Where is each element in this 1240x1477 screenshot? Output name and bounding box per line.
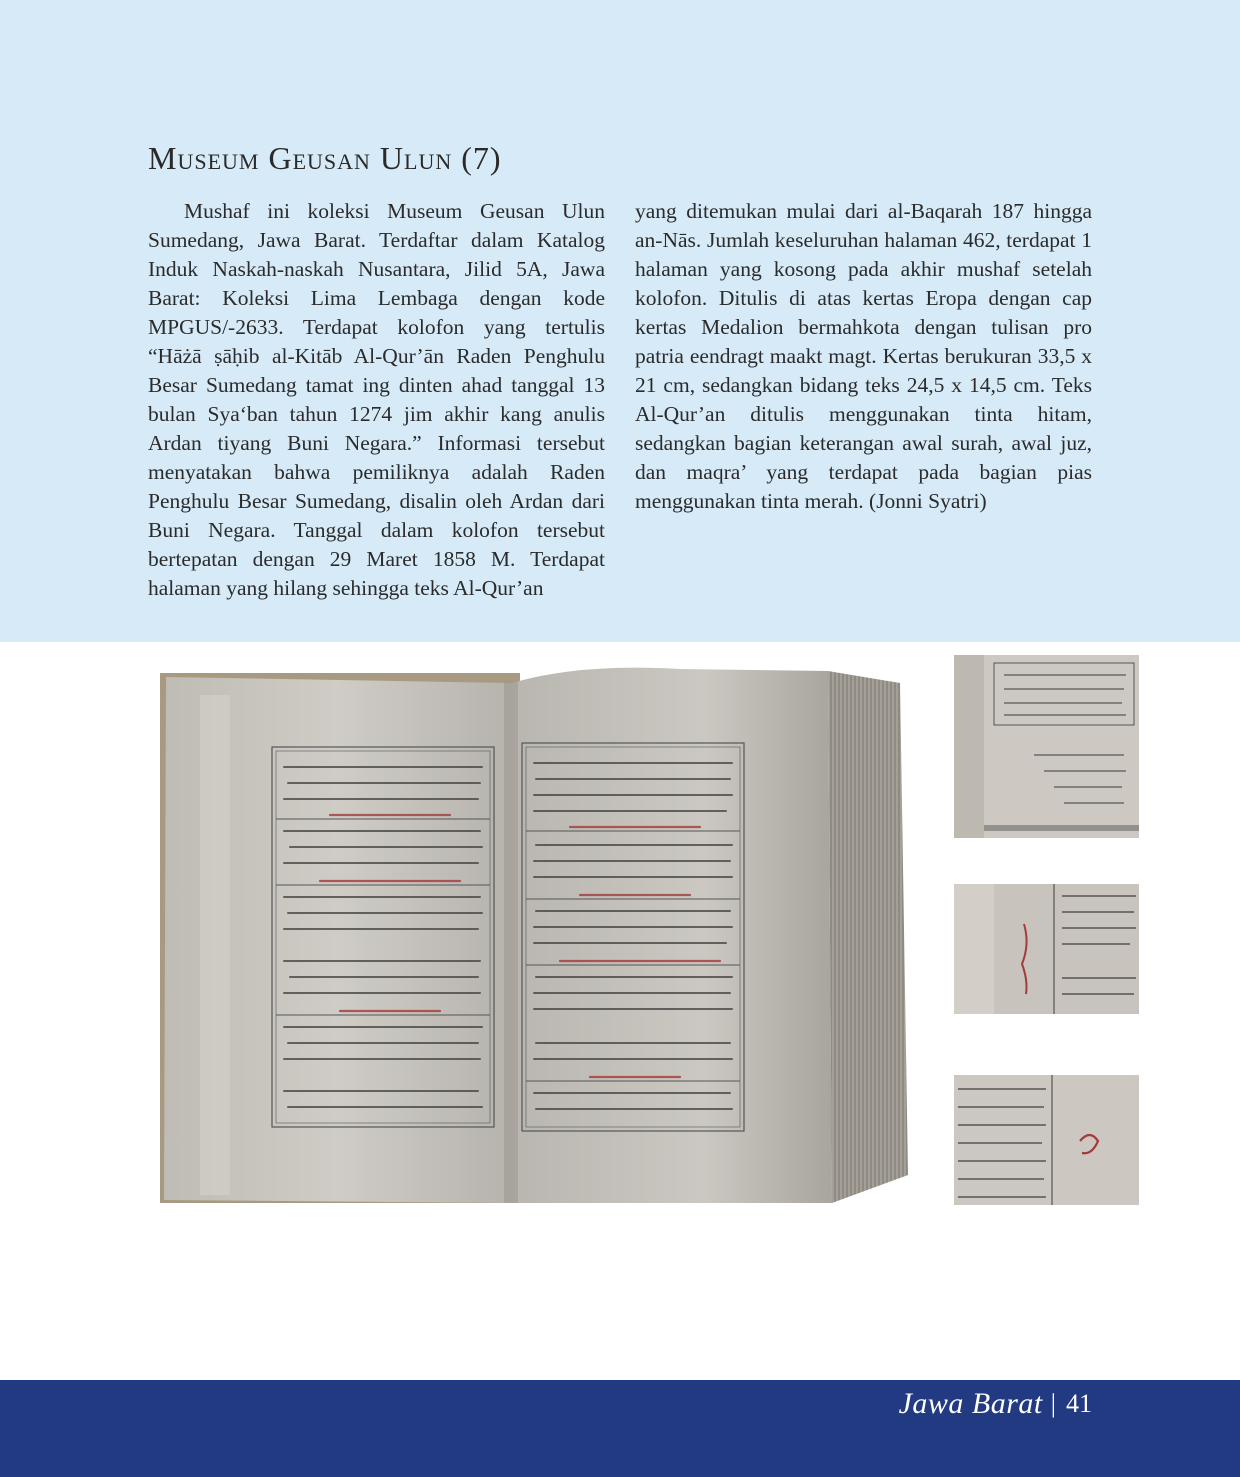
article-body	[148, 197, 1092, 603]
article-column-2: yang ditemukan mulai dari al-Baqarah 187 hingga an-Nās. Jumlah keseluruhan halaman 462, terdapat 1 halaman yang kosong pada akhir mushaf setelah kolofon. Ditulis di atas kertas Eropa dengan cap kertas Medalion bermahkota dengan tulisan pro patria eendragt maakt magt. Kertas berukuran 33,5 x 21 cm, sedangkan bidang teks 24,5 x 14,5 cm. Teks Al-Qur’an ditulis menggunakan tinta hitam, sedangkan bagian keterangan awal surah, awal juz, dan maqra’ yang terdapat pada bagian pias menggunakan tinta merah. (Jonni Syatri)	[635, 199, 1092, 513]
colophon-detail-photo	[954, 655, 1139, 838]
running-footer	[899, 1384, 1092, 1424]
footer-separator: |	[1050, 1389, 1056, 1418]
page-title: Museum Geusan Ulun (7)	[148, 140, 502, 176]
red-ink-detail-photo	[954, 1075, 1139, 1205]
margin-note-detail-photo	[954, 884, 1139, 1014]
article-column-1: Mushaf ini koleksi Museum Geusan Ulun Sumedang, Jawa Barat. Terdaftar dalam Katalog Induk Naskah-naskah Nusantara, Jilid 5A, Jawa Barat: Koleksi Lima Lembaga dengan kode MPGUS/-2633. Terdapat kolofon yang tertulis “Hāżā ṣāḥib al-Kitāb Al-Qur’ān Raden Penghulu Besar Sumedang tamat ing dinten ahad tanggal 13 bulan Sya‘ban tahun 1274 jim akhir kang anulis Ardan tiyang Buni Negara.” Informasi tersebut menyatakan bahwa pemiliknya adalah Raden Penghulu Besar Sumedang, disalin oleh Ardan dari Buni Negara. Tanggal dalam kolofon tersebut bertepatan dengan 29 Maret 1858 M. Terdapat halaman yang hilang sehingga teks Al-Qur’an	[148, 199, 605, 600]
region-name: Jawa Barat	[898, 1387, 1043, 1420]
manuscript-photo	[160, 655, 918, 1210]
page-number: 41	[1066, 1389, 1092, 1418]
